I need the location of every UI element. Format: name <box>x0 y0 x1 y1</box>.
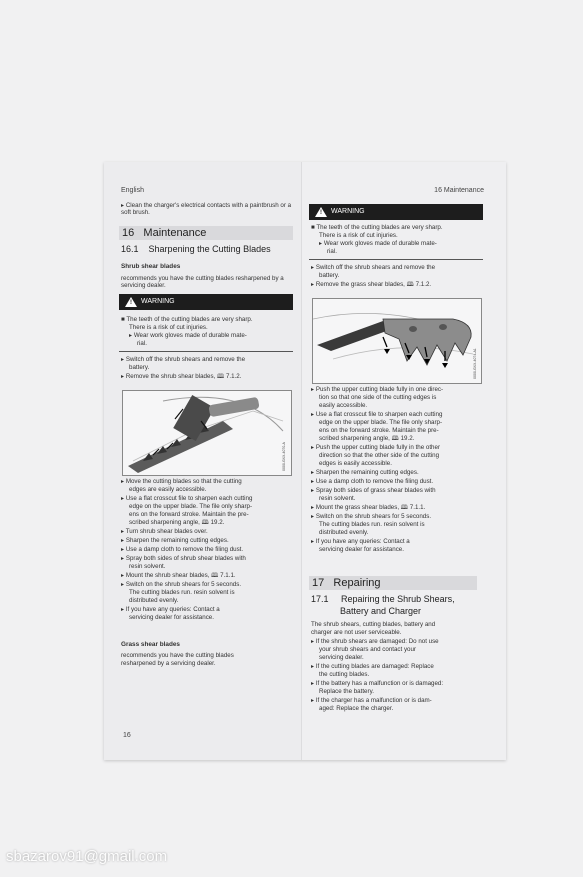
step-line: ▸ Spray both sides of shrub shear blades with <box>121 555 246 562</box>
step-line: edge on the upper blade. The file only sharp- <box>319 419 443 426</box>
step-line: ▸ Sharpen the remaining cutting edges. <box>311 469 419 476</box>
warning-divider <box>309 259 483 260</box>
subsection-number: 16.1 <box>121 244 139 254</box>
warning-triangle-icon: ! <box>125 297 137 307</box>
shrub-blades-heading: Shrub shear blades <box>121 263 181 270</box>
step-line: servicing dealer for assistance. <box>129 614 214 621</box>
subsection-heading-16-1 <box>121 244 271 255</box>
left-page <box>104 162 302 760</box>
subsection-title-line-1: Repairing the Shrub Shears, <box>341 594 455 604</box>
step-line: ▸ Push the upper cutting blade fully in the other <box>311 444 441 451</box>
step-line: ▸ Sharpen the remaining cutting edges. <box>121 537 229 544</box>
page-number: 16 <box>123 732 131 739</box>
step-line: ▸ Use a flat crosscut file to sharpen each cutting <box>311 411 443 418</box>
section-heading-16 <box>119 226 293 240</box>
step-line: ens on the forward stroke. Maintain the pre- <box>319 427 439 434</box>
section-number: 17 <box>312 577 325 589</box>
step-line: scribed sharpening angle, 🕮 19.2. <box>319 435 415 442</box>
step-line: battery. <box>319 272 340 279</box>
warning-line-4: rial. <box>327 248 337 255</box>
page-header-language: English <box>121 187 144 194</box>
step-line: servicing dealer for assistance. <box>319 546 404 553</box>
step-line: easily accessible. <box>319 402 368 409</box>
warning-line-2: There is a risk of cut injuries. <box>319 232 398 239</box>
warning-triangle-icon: ! <box>315 207 327 217</box>
warning-line-1: ■ The teeth of the cutting blades are very sharp. <box>121 316 253 323</box>
grass-blades-text-2: resharpened by a servicing dealer. <box>121 660 216 667</box>
figure-code: 0000-GXX-4070-A <box>282 442 286 471</box>
step-line: ▸ Switch on the shrub shears for 5 seconds. <box>121 581 242 588</box>
manual-booklet <box>104 162 506 760</box>
warning-line-1: ■ The teeth of the cutting blades are very sharp. <box>311 224 443 231</box>
step-line: tion so that one side of the cutting edges is <box>319 394 437 401</box>
section-number: 16 <box>122 227 135 239</box>
warning-label: WARNING <box>141 298 175 305</box>
repair-line: charger are not user serviceable. <box>311 629 402 636</box>
step-line: ▸ Remove the grass shear blades, 🕮 7.1.2. <box>311 281 432 288</box>
repair-line: ▸ If the shrub shears are damaged: Do not use <box>311 638 439 645</box>
step-line: ▸ Switch on the shrub shears for 5 seconds. <box>311 513 432 520</box>
section-title: Maintenance <box>143 227 207 239</box>
step-line: edges are easily accessible. <box>129 486 207 493</box>
subsection-title-line-2: Battery and Charger <box>340 606 422 616</box>
repair-line: ▸ If the cutting blades are damaged: Replace <box>311 663 434 670</box>
grass-blade-illustration <box>313 299 481 383</box>
step-line: resin solvent. <box>319 495 356 502</box>
warning-line-4: rial. <box>137 340 147 347</box>
repair-line: ▸ If the battery has a malfunction or is damaged: <box>311 680 444 687</box>
step-line: ▸ If you have any queries: Contact a <box>121 606 220 613</box>
step-line: ▸ Switch off the shrub shears and remove the <box>121 356 246 363</box>
shrub-blade-illustration <box>123 391 291 475</box>
step-line: edge on the upper blade. The file only sharp- <box>129 503 253 510</box>
section-title: Repairing <box>333 577 381 589</box>
step-line: scribed sharpening angle, 🕮 19.2. <box>129 519 225 526</box>
repair-line: The shrub shears, cutting blades, battery and <box>311 621 436 628</box>
step-line: ▸ Spray both sides of grass shear blades with <box>311 487 436 494</box>
shrub-blade-figure <box>122 390 292 476</box>
step-line: edges is easily accessible. <box>319 460 392 467</box>
warning-label: WARNING <box>331 208 365 215</box>
repair-line: the cutting blades. <box>319 671 370 678</box>
step-line: ▸ Turn shrub shear blades over. <box>121 528 208 535</box>
grass-blades-heading: Grass shear blades <box>121 641 180 648</box>
step-line: ▸ Use a damp cloth to remove the filing dust. <box>121 546 244 553</box>
step-line: direction so that the other side of the cutting <box>319 452 440 459</box>
step-line: ▸ Remove the shrub shear blades, 🕮 7.1.2. <box>121 373 242 380</box>
warning-line-3: ▸ Wear work gloves made of durable mate- <box>319 240 437 247</box>
step-line: ▸ Use a damp cloth to remove the filing dust. <box>311 478 434 485</box>
repair-line: your shrub shears and contact your <box>319 646 416 653</box>
shrub-blades-intro: recommends you have the cutting blades resharpened by a servicing dealer. <box>121 275 284 290</box>
warning-box <box>119 294 293 310</box>
grass-blade-figure <box>312 298 482 384</box>
page-header-section: 16 Maintenance <box>434 187 484 194</box>
step-line: ▸ Switch off the shrub shears and remove the <box>311 264 436 271</box>
repair-line: servicing dealer. <box>319 654 364 661</box>
step-line: distributed evenly. <box>129 597 179 604</box>
section-heading-17 <box>309 576 477 590</box>
step-line: The cutting blades run. resin solvent is <box>319 521 425 528</box>
step-line: ▸ Use a flat crosscut file to sharpen each cutting <box>121 495 253 502</box>
right-page <box>302 162 506 760</box>
subsection-title: Sharpening the Cutting Blades <box>148 244 271 254</box>
warning-line-2: There is a risk of cut injuries. <box>129 324 208 331</box>
repair-line: Replace the battery. <box>319 688 374 695</box>
step-line: The cutting blades run. resin solvent is <box>129 589 235 596</box>
subsection-heading-17-1 <box>311 594 455 605</box>
repair-line: aged: Replace the charger. <box>319 705 394 712</box>
warning-divider <box>119 351 293 352</box>
intro-bullet: ▸ Clean the charger's electrical contacts with a paintbrush or a soft brush. <box>121 202 292 217</box>
step-line: ▸ If you have any queries: Contact a <box>311 538 410 545</box>
step-line: ▸ Mount the grass shear blades, 🕮 7.1.1. <box>311 504 426 511</box>
subsection-number: 17.1 <box>311 594 329 604</box>
step-line: battery. <box>129 364 150 371</box>
step-line: ens on the forward stroke. Maintain the pre- <box>129 511 249 518</box>
repair-line: ▸ If the charger has a malfunction or is dam- <box>311 697 432 704</box>
step-line: resin solvent. <box>129 563 166 570</box>
grass-blades-text-1: recommends you have the cutting blades <box>121 652 234 659</box>
step-line: ▸ Mount the shrub shear blades, 🕮 7.1.1. <box>121 572 236 579</box>
step-line: distributed evenly. <box>319 529 369 536</box>
step-line: ▸ Push the upper cutting blade fully in one direc- <box>311 386 444 393</box>
watermark-text: sbazarov91@gmail.com <box>6 848 168 865</box>
warning-box <box>309 204 483 220</box>
step-line: ▸ Move the cutting blades so that the cutting <box>121 478 242 485</box>
figure-code: 0000-GXX-4074-A1 <box>473 348 477 379</box>
warning-line-3: ▸ Wear work gloves made of durable mate- <box>129 332 247 339</box>
